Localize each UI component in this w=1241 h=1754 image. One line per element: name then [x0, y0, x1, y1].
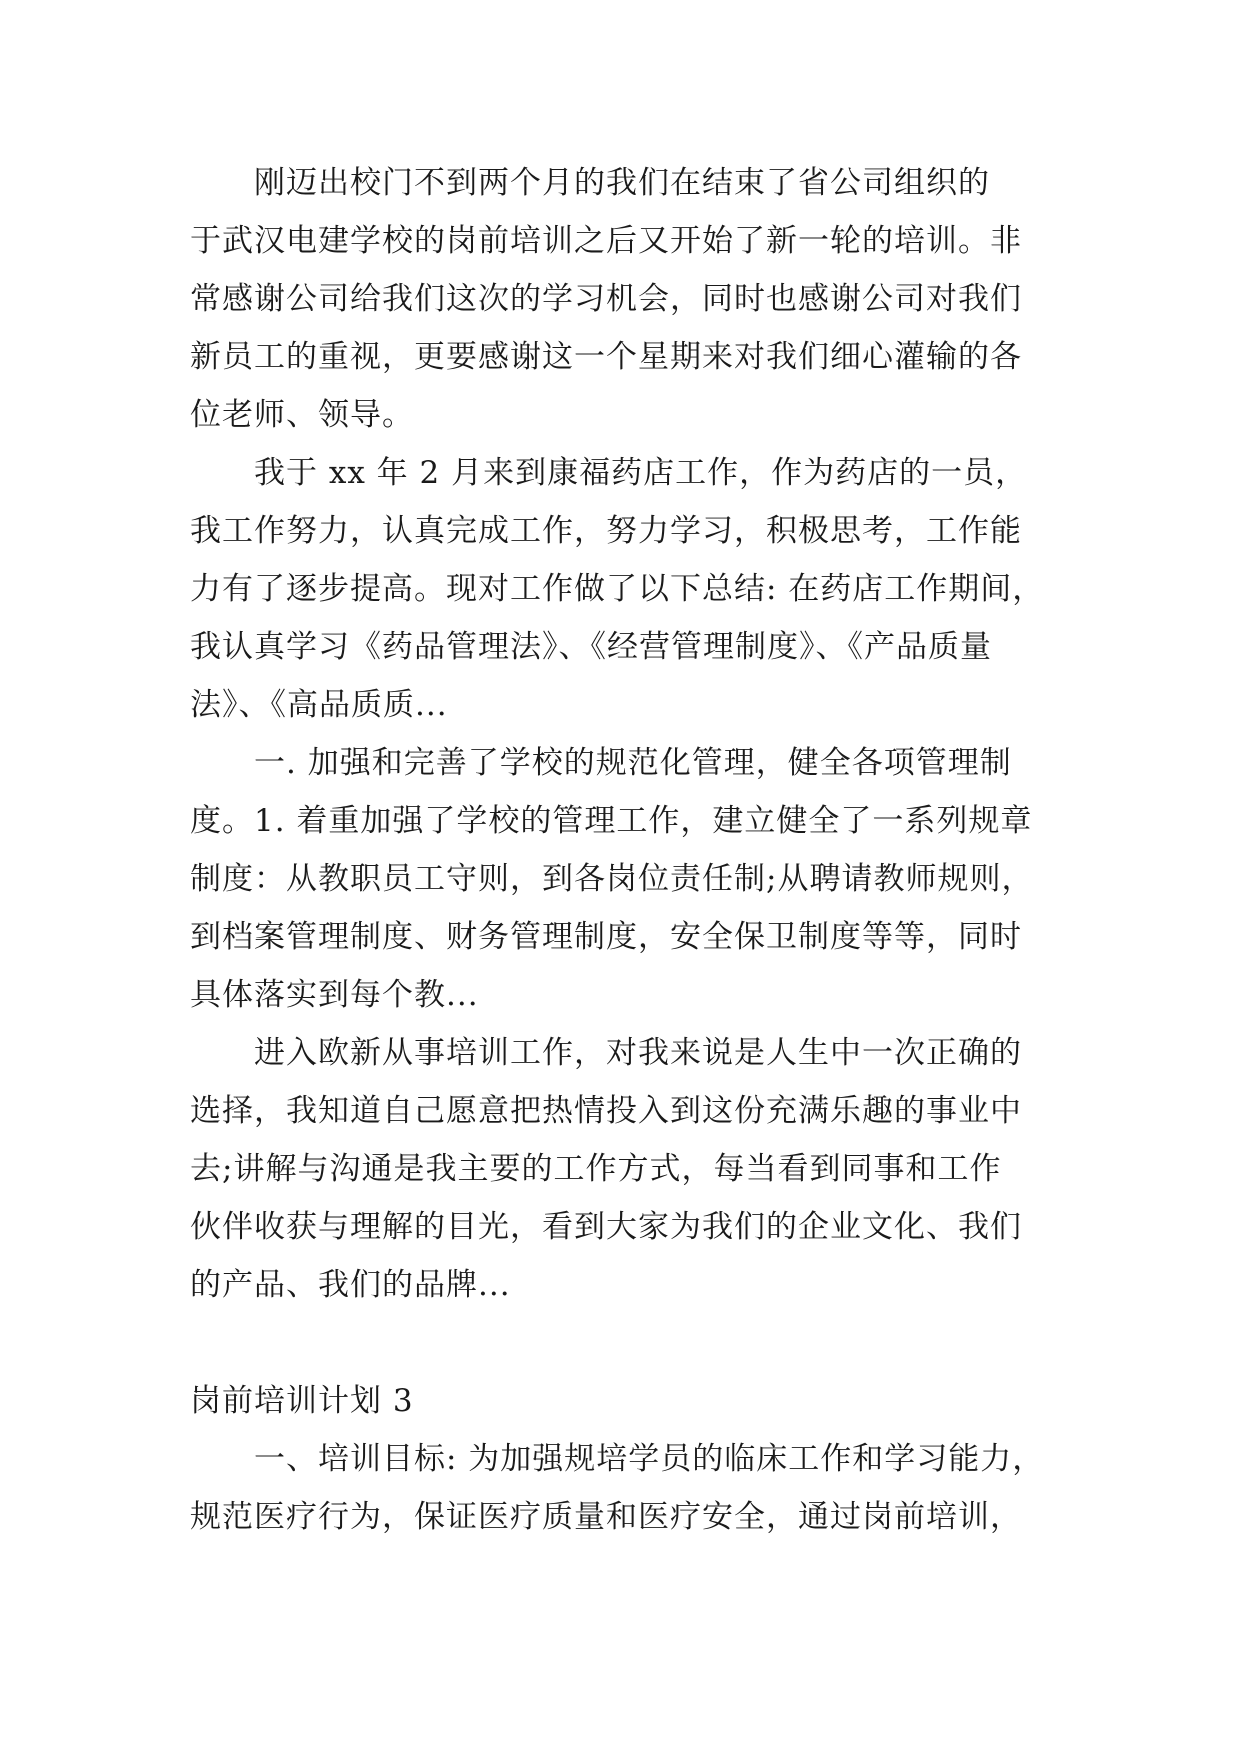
paragraph-3-line-1: 一. 加强和完善了学校的规范化管理，健全各项管理制 [254, 745, 1012, 781]
paragraph-3-line-4: 到档案管理制度、财务管理制度，安全保卫制度等等，同时 [190, 919, 1022, 955]
paragraph-4-line-2: 选择，我知道自己愿意把热情投入到这份充满乐趣的事业中 [190, 1093, 1022, 1129]
paragraph-2-line-4: 我认真学习《药品管理法》、《经营管理制度》、《产品质量 [190, 629, 992, 665]
paragraph-4-line-3: 去;讲解与沟通是我主要的工作方式，每当看到同事和工作 [190, 1151, 1002, 1187]
paragraph-1-line-3: 常感谢公司给我们这次的学习机会，同时也感谢公司对我们 [190, 281, 1022, 317]
paragraph-2-line-1: 我于 xx 年 2 月来到康福药店工作，作为药店的一员， [254, 455, 1028, 491]
paragraph-4-line-5: 的产品、我们的品牌... [190, 1267, 511, 1303]
paragraph-2-line-5: 法》、《高品质质... [190, 687, 448, 723]
paragraph-1-line-2: 于武汉电建学校的岗前培训之后又开始了新一轮的培训。非 [190, 223, 1022, 259]
paragraph-3-line-5: 具体落实到每个教... [190, 977, 479, 1013]
paragraph-2-line-3: 力有了逐步提高。现对工作做了以下总结: 在药店工作期间， [190, 571, 1045, 607]
paragraph-4-line-1: 进入欧新从事培训工作，对我来说是人生中一次正确的 [254, 1035, 1022, 1071]
paragraph-1-line-1: 刚迈出校门不到两个月的我们在结束了省公司组织的 [254, 165, 990, 201]
paragraph-3-line-3: 制度：从教职员工守则，到各岗位责任制;从聘请教师规则， [190, 861, 1034, 897]
paragraph-3-line-2: 度。1. 着重加强了学校的管理工作，建立健全了一系列规章 [190, 803, 1033, 839]
section-paragraph-line-1: 一、培训目标: 为加强规培学员的临床工作和学习能力， [254, 1441, 1045, 1477]
paragraph-1-line-4: 新员工的重视，更要感谢这一个星期来对我们细心灌输的各 [190, 339, 1022, 375]
section-heading: 岗前培训计划 3 [190, 1383, 414, 1419]
paragraph-2-line-2: 我工作努力，认真完成工作，努力学习，积极思考，工作能 [190, 513, 1022, 549]
paragraph-1-line-5: 位老师、领导。 [190, 397, 414, 433]
paragraph-4-line-4: 伙伴收获与理解的目光，看到大家为我们的企业文化、我们 [190, 1209, 1022, 1245]
section-paragraph-line-2: 规范医疗行为，保证医疗质量和医疗安全，通过岗前培训， [190, 1499, 1022, 1535]
